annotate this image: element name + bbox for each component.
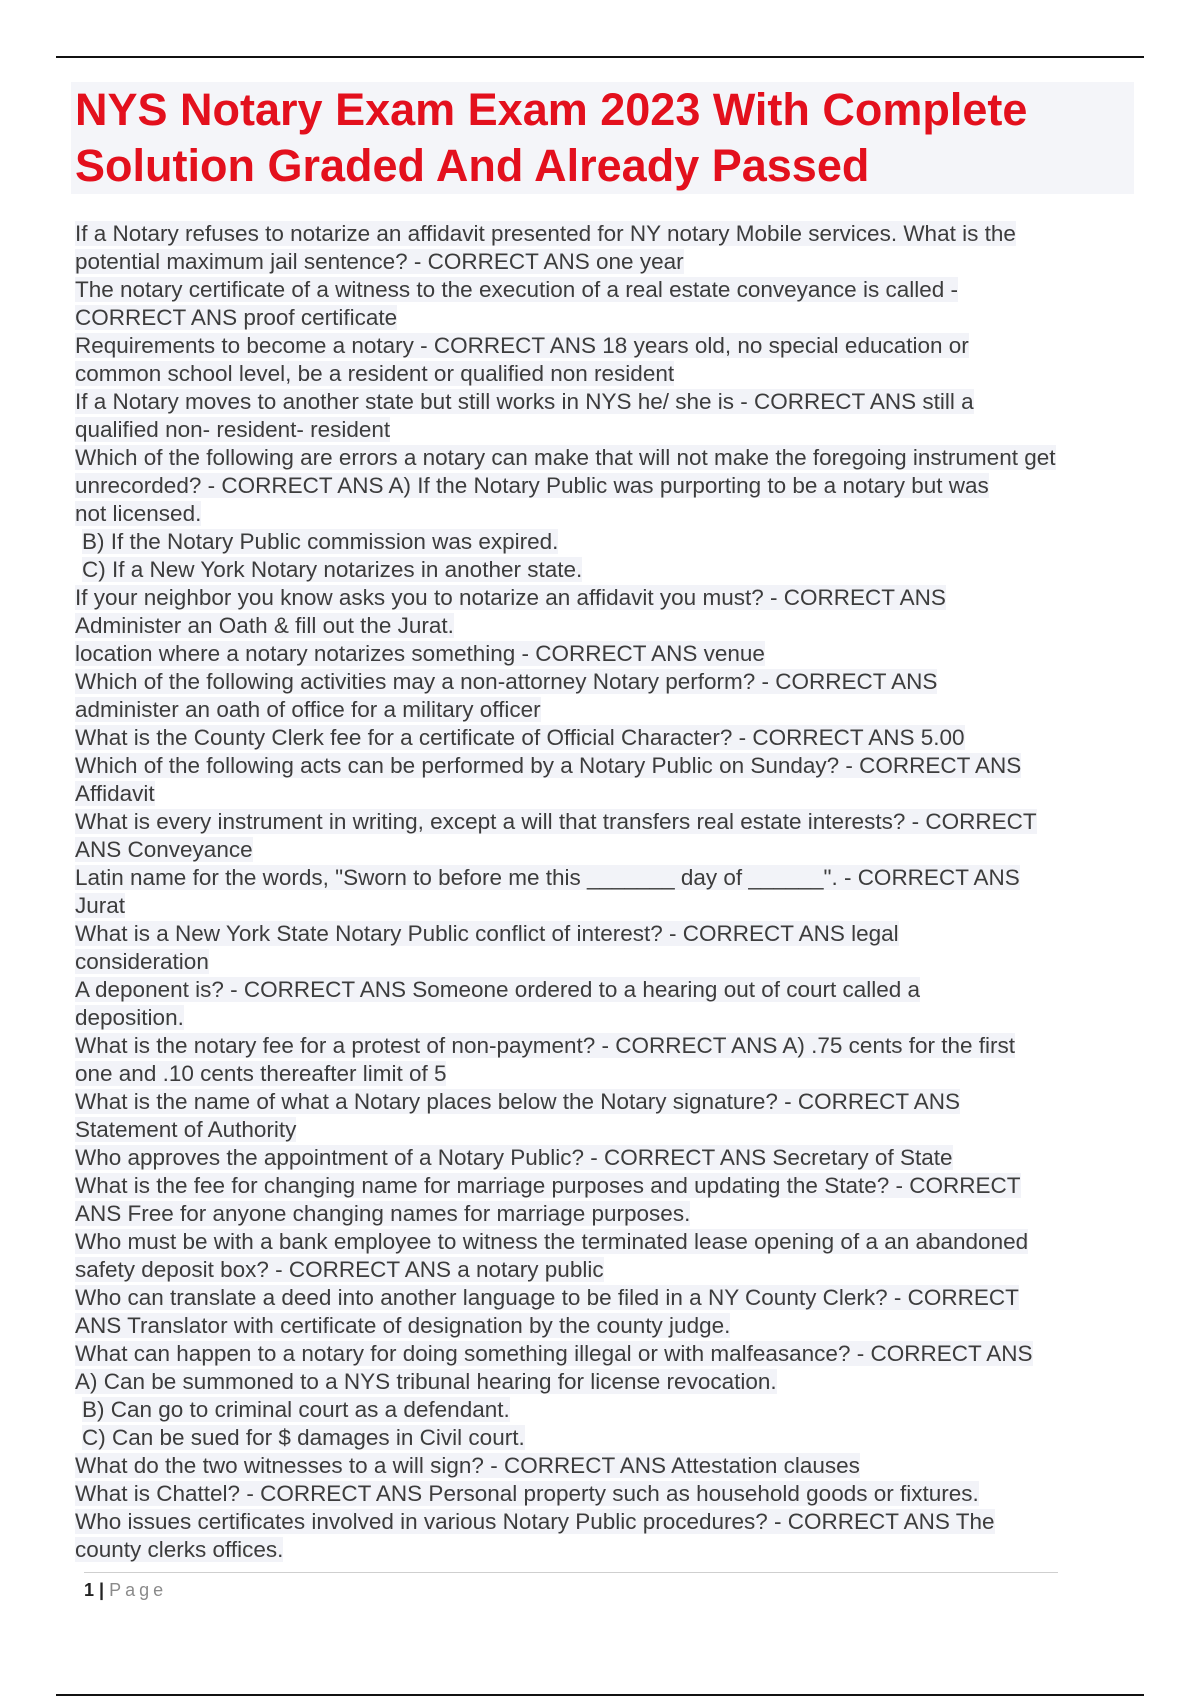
page-separator: | [99,1580,105,1600]
text-line [75,1144,1135,1172]
footer-rule [84,1572,1058,1573]
line-text: What is every instrument in writing, except a will that transfers real estate interests? - CORRECT [75,809,1037,834]
text-line [75,500,1135,528]
text-line [75,1200,1135,1228]
text-line [75,1256,1135,1284]
text-line [75,612,1135,640]
line-text: ANS Free for anyone changing names for marriage purposes. [75,1201,691,1226]
text-line [75,696,1135,724]
text-line [75,808,1135,836]
text-line [75,668,1135,696]
line-text: one and .10 cents thereafter limit of 5 [75,1061,447,1086]
line-text: CORRECT ANS proof certificate [75,305,398,330]
text-line [75,1312,1135,1340]
line-text: qualified non- resident- resident [75,417,391,442]
line-text: If a Notary moves to another state but still works in NYS he/ she is - CORRECT ANS still a [75,389,974,414]
text-line [75,752,1135,780]
text-line [75,248,1135,276]
line-text: Latin name for the words, "Sworn to before me this _______ day of ______". - CORRECT ANS [75,865,1020,890]
line-text: administer an oath of office for a military officer [75,697,541,722]
text-line [75,976,1135,1004]
line-text: C) If a New York Notary notarizes in another state. [82,557,583,582]
line-text: Jurat [75,893,126,918]
line-text: deposition. [75,1005,184,1030]
text-line [75,1368,1135,1396]
text-line [75,220,1135,248]
line-text: common school level, be a resident or qualified non resident [75,361,675,386]
line-text: ANS Translator with certificate of designation by the county judge. [75,1313,731,1338]
line-text: ANS Conveyance [75,837,253,862]
text-line [75,1060,1135,1088]
text-line [75,472,1135,500]
text-line [75,1172,1135,1200]
document-body [75,220,1135,1564]
text-line [75,724,1135,752]
line-text: Which of the following acts can be performed by a Notary Public on Sunday? - CORRECT ANS [75,753,1022,778]
text-line [75,1032,1135,1060]
line-text: If a Notary refuses to notarize an affidavit presented for NY notary Mobile services. What is the [75,221,1016,246]
text-line [75,1424,1135,1452]
line-text: potential maximum jail sentence? - CORRECT ANS one year [75,249,684,274]
text-line [75,1004,1135,1032]
text-line [75,444,1135,472]
line-text: What can happen to a notary for doing something illegal or with malfeasance? - CORRECT ANS [75,1341,1033,1366]
line-text: B) If the Notary Public commission was expired. [82,529,559,554]
document-title: NYS Notary Exam Exam 2023 With Complete Solution Graded And Already Passed [75,84,1028,191]
line-text: consideration [75,949,209,974]
text-line [75,1228,1135,1256]
line-text: Which of the following activities may a non-attorney Notary perform? - CORRECT ANS [75,669,938,694]
text-line [75,388,1135,416]
page-footer [84,1579,167,1601]
text-line [75,1452,1135,1480]
text-line [75,836,1135,864]
line-text: not licensed. [75,501,202,526]
text-line [75,948,1135,976]
text-line [75,528,1135,556]
text-line [75,864,1135,892]
line-text: Who approves the appointment of a Notary Public? - CORRECT ANS Secretary of State [75,1145,953,1170]
line-text: Who must be with a bank employee to witness the terminated lease opening of a an abandoned [75,1229,1029,1254]
line-text: Statement of Authority [75,1117,297,1142]
line-text: What is a New York State Notary Public conflict of interest? - CORRECT ANS legal [75,921,899,946]
text-line [75,416,1135,444]
line-text: Requirements to become a notary - CORRECT ANS 18 years old, no special education or [75,333,969,358]
line-text: What is the name of what a Notary places below the Notary signature? - CORRECT ANS [75,1089,960,1114]
line-text: Which of the following are errors a notary can make that will not make the foregoing instrument get [75,445,1056,470]
text-line [75,1088,1135,1116]
text-line [75,360,1135,388]
text-line [75,1340,1135,1368]
text-line [75,1116,1135,1144]
line-text: Who can translate a deed into another language to be filed in a NY County Clerk? - CORRECT [75,1285,1019,1310]
page-number: 1 [84,1580,95,1600]
text-line [75,584,1135,612]
line-text: county clerks offices. [75,1537,284,1562]
text-line [75,1536,1135,1564]
text-line [75,1508,1135,1536]
text-line [75,1284,1135,1312]
text-line [75,276,1135,304]
page-label: Page [109,1580,168,1600]
line-text: A deponent is? - CORRECT ANS Someone ordered to a hearing out of court called a [75,977,921,1002]
line-text: A) Can be summoned to a NYS tribunal hearing for license revocation. [75,1369,777,1394]
line-text: Who issues certificates involved in various Notary Public procedures? - CORRECT ANS The [75,1509,995,1534]
line-text: If your neighbor you know asks you to notarize an affidavit you must? - CORRECT ANS [75,585,946,610]
line-text: location where a notary notarizes something - CORRECT ANS venue [75,641,765,666]
line-text: Affidavit [75,781,155,806]
line-text: What is Chattel? - CORRECT ANS Personal property such as household goods or fixtures. [75,1481,979,1506]
bottom-rule [56,1694,1144,1696]
line-text: unrecorded? - CORRECT ANS A) If the Notary Public was purporting to be a notary but was [75,473,989,498]
text-line [75,780,1135,808]
text-line [75,556,1135,584]
line-text: What is the fee for changing name for marriage purposes and updating the State? - CORRECT [75,1173,1021,1198]
line-text: B) Can go to criminal court as a defendant. [82,1397,510,1422]
line-text: C) Can be sued for $ damages in Civil court. [82,1425,525,1450]
line-text: The notary certificate of a witness to the execution of a real estate conveyance is called - [75,277,958,302]
line-text: What is the County Clerk fee for a certificate of Official Character? - CORRECT ANS 5.00 [75,725,965,750]
text-line [75,640,1135,668]
line-text: What do the two witnesses to a will sign? - CORRECT ANS Attestation clauses [75,1453,860,1478]
text-line [75,1396,1135,1424]
text-line [75,920,1135,948]
text-line [75,332,1135,360]
line-text: What is the notary fee for a protest of non-payment? - CORRECT ANS A) .75 cents for the first [75,1033,1015,1058]
text-line [75,304,1135,332]
top-rule [56,56,1144,58]
text-line [75,892,1135,920]
text-line [75,1480,1135,1508]
line-text: safety deposit box? - CORRECT ANS a notary public [75,1257,604,1282]
line-text: Administer an Oath & fill out the Jurat. [75,613,454,638]
